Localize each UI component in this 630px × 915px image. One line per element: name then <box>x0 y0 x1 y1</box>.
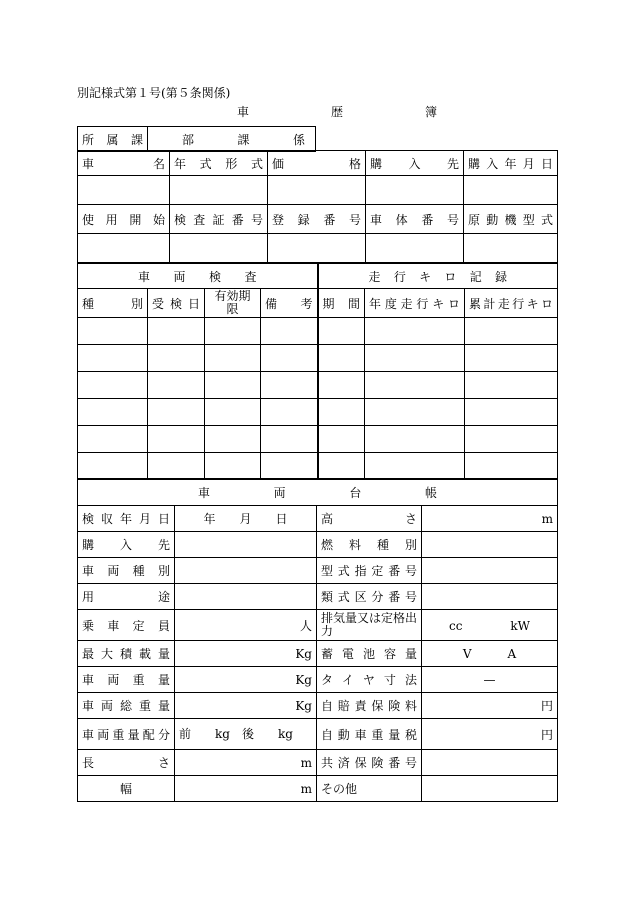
title-char: 簿 <box>424 105 437 119</box>
input-cell[interactable] <box>464 176 558 205</box>
form-caption: 別記様式第１号(第５条関係) <box>77 86 231 100</box>
input-cell[interactable] <box>465 426 558 453</box>
ledger-left-label: 用途 <box>78 584 175 610</box>
ledger-left-label: 購入先 <box>78 532 175 558</box>
ledger-right-value[interactable]: cc kW <box>422 610 558 641</box>
header-cell: 購入先 <box>366 151 464 176</box>
ledger-right-value[interactable] <box>422 750 558 776</box>
input-cell[interactable] <box>261 426 318 453</box>
input-cell[interactable] <box>261 345 318 372</box>
ledger-row <box>78 667 558 693</box>
affiliation-field[interactable] <box>148 127 316 152</box>
ledger-right-label: 自賠責保険料 <box>317 693 422 719</box>
form-title <box>237 103 437 120</box>
ledger-right-label: 類式区分番号 <box>317 584 422 610</box>
ledger-left-label: 車両種別 <box>78 558 175 584</box>
ledger-right-value[interactable]: — <box>422 667 558 693</box>
input-cell[interactable] <box>464 234 558 263</box>
input-cell[interactable] <box>268 234 366 263</box>
input-cell[interactable] <box>148 399 205 426</box>
input-cell[interactable] <box>205 453 261 480</box>
input-cell[interactable] <box>148 345 205 372</box>
ledger-row <box>78 693 558 719</box>
ledger-left-value[interactable] <box>175 584 317 610</box>
ledger-row <box>78 610 558 641</box>
ledger-left-label: 最大積載量 <box>78 641 175 667</box>
ledger-left-value[interactable]: Kg <box>175 693 317 719</box>
input-cell[interactable] <box>205 318 261 345</box>
dept-label: 部 <box>182 132 195 147</box>
input-cell[interactable] <box>261 372 318 399</box>
ledger-right-label: 自動車重量税 <box>317 719 422 750</box>
ledger-right-value[interactable] <box>422 584 558 610</box>
ledger-left-label: 検収年月日 <box>78 506 175 532</box>
input-cell[interactable] <box>261 318 318 345</box>
section-label: 課 <box>237 132 250 147</box>
ledger-row <box>78 506 558 532</box>
unit-label: 係 <box>292 132 305 147</box>
ledger-row <box>78 776 558 802</box>
inspection-col-type: 種別 <box>78 289 148 318</box>
input-cell[interactable] <box>318 318 365 345</box>
input-cell[interactable] <box>318 345 365 372</box>
ledger-left-label: 幅 <box>78 776 175 802</box>
input-cell[interactable] <box>78 234 170 263</box>
input-cell[interactable] <box>465 318 558 345</box>
ledger-left-value[interactable] <box>175 558 317 584</box>
ledger-right-label: 型式指定番号 <box>317 558 422 584</box>
input-cell[interactable] <box>465 345 558 372</box>
vehicle-info-table <box>77 150 558 263</box>
input-cell[interactable] <box>365 399 465 426</box>
input-cell[interactable] <box>261 399 318 426</box>
ledger-right-value[interactable]: 円 <box>422 719 558 750</box>
ledger-right-value[interactable]: m <box>422 506 558 532</box>
ledger-row <box>78 584 558 610</box>
input-cell[interactable] <box>318 453 365 480</box>
input-cell[interactable] <box>148 453 205 480</box>
header-cell: 検査証番号 <box>170 205 268 234</box>
inspection-col-validity: 有効期限 <box>205 289 261 318</box>
inspection-title: 車両検査 <box>78 264 318 289</box>
header-cell: 購入年月日 <box>464 151 558 176</box>
title-char: 車 <box>237 105 250 119</box>
header-cell: 年式形式 <box>170 151 268 176</box>
ledger-right-label: 蓄電池容量 <box>317 641 422 667</box>
input-cell[interactable] <box>318 426 365 453</box>
ledger-title: 車両台帳 <box>78 479 558 506</box>
ledger-left-value[interactable]: m <box>175 750 317 776</box>
input-cell[interactable] <box>365 372 465 399</box>
input-cell[interactable] <box>366 176 464 205</box>
header-cell: 価格 <box>268 151 366 176</box>
input-cell[interactable] <box>205 345 261 372</box>
input-cell[interactable] <box>465 372 558 399</box>
input-cell[interactable] <box>268 176 366 205</box>
input-cell[interactable] <box>365 345 465 372</box>
input-cell[interactable] <box>365 453 465 480</box>
ledger-row <box>78 719 558 750</box>
input-cell[interactable] <box>148 318 205 345</box>
ledger-left-value[interactable]: Kg <box>175 667 317 693</box>
input-cell[interactable] <box>318 372 365 399</box>
input-cell[interactable] <box>205 426 261 453</box>
ledger-row <box>78 532 558 558</box>
mileage-col-annual: 年度走行キロ <box>365 289 465 318</box>
ledger-left-label: 長さ <box>78 750 175 776</box>
ledger-left-value[interactable]: m <box>175 776 317 802</box>
ledger-right-value[interactable] <box>422 776 558 802</box>
mileage-title: 走行キロ記録 <box>318 264 558 289</box>
ledger-right-label: 排気量又は定格出力 <box>317 610 422 641</box>
vehicle-ledger-table <box>77 478 558 802</box>
mileage-col-period: 期間 <box>318 289 365 318</box>
header-cell: 車名 <box>78 151 170 176</box>
input-cell[interactable] <box>365 318 465 345</box>
input-cell[interactable] <box>170 234 268 263</box>
input-cell[interactable] <box>78 453 148 480</box>
inspection-mileage-table <box>77 263 558 480</box>
mileage-col-total: 累計走行キロ <box>465 289 558 318</box>
inspection-col-date: 受検日 <box>148 289 205 318</box>
ledger-right-label: その他 <box>317 776 422 802</box>
ledger-right-value[interactable] <box>422 558 558 584</box>
ledger-left-label: 車両重量 <box>78 667 175 693</box>
input-cell[interactable] <box>261 453 318 480</box>
ledger-right-label: 共済保険番号 <box>317 750 422 776</box>
ledger-left-label: 車両重量配分 <box>78 719 175 750</box>
ledger-left-label: 車両総重量 <box>78 693 175 719</box>
input-cell[interactable] <box>318 399 365 426</box>
header-cell: 登録番号 <box>268 205 366 234</box>
ledger-left-value[interactable]: 前 kg 後 kg <box>175 719 317 750</box>
ledger-row <box>78 641 558 667</box>
header-cell: 原動機型式 <box>464 205 558 234</box>
ledger-right-label: 高さ <box>317 506 422 532</box>
ledger-left-value[interactable]: 人 <box>175 610 317 641</box>
title-char: 歴 <box>330 105 343 119</box>
input-cell[interactable] <box>78 426 148 453</box>
input-cell[interactable] <box>148 372 205 399</box>
input-cell[interactable] <box>205 399 261 426</box>
input-cell[interactable] <box>78 176 170 205</box>
header-cell: 車体番号 <box>366 205 464 234</box>
input-cell[interactable] <box>465 399 558 426</box>
ledger-row <box>78 558 558 584</box>
ledger-row <box>78 750 558 776</box>
input-cell[interactable] <box>170 176 268 205</box>
input-cell[interactable] <box>78 318 148 345</box>
ledger-left-value[interactable]: Kg <box>175 641 317 667</box>
affiliation-table <box>77 126 316 152</box>
input-cell[interactable] <box>366 234 464 263</box>
ledger-left-value[interactable]: 年 月 日 <box>175 506 317 532</box>
ledger-left-label: 乗車定員 <box>78 610 175 641</box>
input-cell[interactable] <box>365 426 465 453</box>
ledger-right-label: タイヤ寸法 <box>317 667 422 693</box>
input-cell[interactable] <box>78 372 148 399</box>
affiliation-label: 所属課 <box>78 127 148 152</box>
input-cell[interactable] <box>205 372 261 399</box>
ledger-right-value[interactable] <box>422 532 558 558</box>
inspection-col-notes: 備考 <box>261 289 318 318</box>
ledger-right-label: 燃料種別 <box>317 532 422 558</box>
input-cell[interactable] <box>78 399 148 426</box>
ledger-right-value[interactable]: V A <box>422 641 558 667</box>
input-cell[interactable] <box>148 426 205 453</box>
ledger-right-value[interactable]: 円 <box>422 693 558 719</box>
input-cell[interactable] <box>465 453 558 480</box>
ledger-left-value[interactable] <box>175 532 317 558</box>
input-cell[interactable] <box>78 345 148 372</box>
header-cell: 使用開始 <box>78 205 170 234</box>
